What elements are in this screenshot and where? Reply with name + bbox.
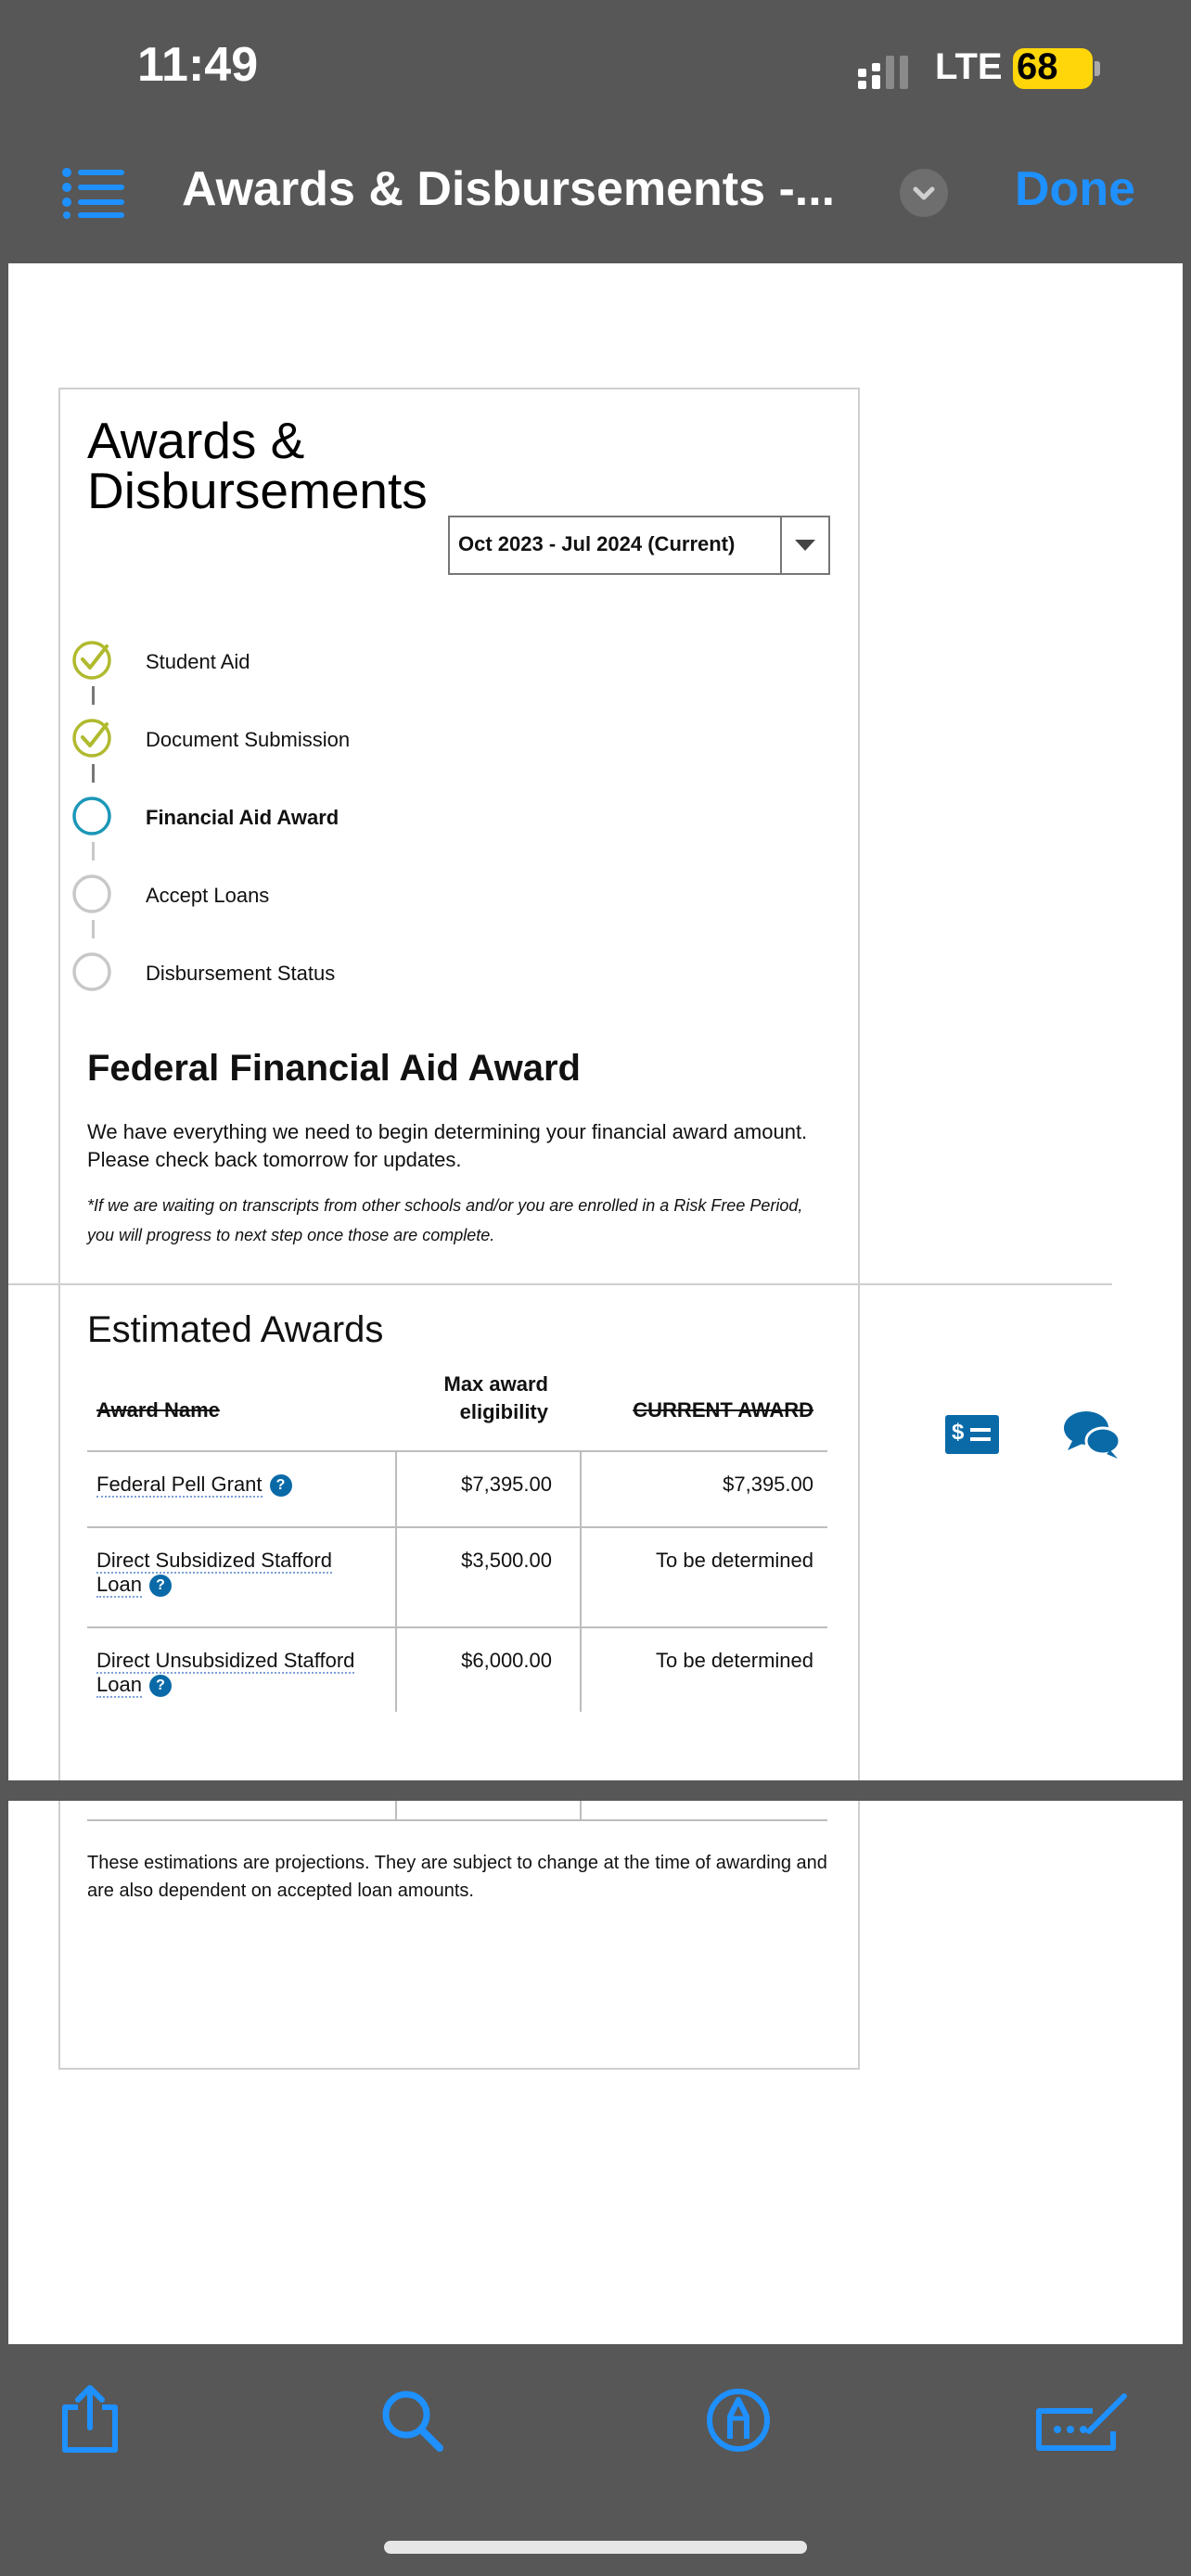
column-header-award-name: Award Name <box>96 1398 220 1422</box>
table-divider <box>87 1819 827 1821</box>
step-connector <box>92 764 95 783</box>
pdf-page-2 <box>8 1801 1183 2344</box>
estimated-awards-heading: Estimated Awards <box>87 1309 384 1350</box>
max-eligibility-value: $3,500.00 <box>461 1549 552 1572</box>
step-label: Document Submission <box>146 728 351 751</box>
help-icon[interactable]: ? <box>149 1575 172 1597</box>
table-divider <box>87 1526 827 1528</box>
help-icon[interactable]: ? <box>270 1474 292 1497</box>
current-award-value: $7,395.00 <box>723 1473 813 1496</box>
share-icon[interactable] <box>58 2383 122 2454</box>
step-label: Financial Aid Award <box>146 806 339 829</box>
chat-bubbles-icon[interactable] <box>1062 1408 1121 1460</box>
page-heading: Awards & Disbursements <box>87 412 428 519</box>
table-divider <box>87 1626 827 1628</box>
step-label: Disbursement Status <box>146 962 336 985</box>
table-column-divider <box>580 1452 582 1712</box>
federal-award-text: We have everything we need to begin determining your financial award amount. Please check back tomorrow for updates. <box>87 1120 808 1171</box>
check-circle-icon <box>71 640 112 681</box>
help-icon[interactable]: ? <box>149 1675 172 1697</box>
dollar-card-icon[interactable] <box>945 1415 999 1454</box>
select-divider <box>780 517 782 573</box>
estimation-note: These estimations are projections. They are subject to change at the time of awarding and are also dependent on accepted loan amounts. <box>87 1853 827 1901</box>
term-select-value: Oct 2023 - Jul 2024 (Current) <box>458 532 736 555</box>
current-award-value: To be determined <box>656 1549 813 1572</box>
search-icon[interactable] <box>380 2389 445 2454</box>
pdf-page-1 <box>8 263 1183 1780</box>
done-button[interactable]: Done <box>1015 162 1135 216</box>
pending-step-circle-icon <box>71 951 112 992</box>
column-header-max-eligibility: Max award eligibility <box>443 1372 548 1423</box>
list-icon[interactable] <box>61 167 126 219</box>
home-indicator[interactable] <box>384 2541 807 2554</box>
title-menu-button[interactable] <box>900 169 948 217</box>
award-name-link[interactable]: Federal Pell Grant <box>96 1473 263 1496</box>
column-header-current-award: CURRENT AWARD <box>633 1398 813 1422</box>
federal-award-note: *If we are waiting on transcripts from other schools and/or you are enrolled in a Risk Free Period, you will progress to next step once those are complete. <box>87 1196 803 1244</box>
federal-award-heading: Federal Financial Aid Award <box>87 1048 581 1089</box>
header-rule <box>8 1283 1112 1285</box>
step-connector <box>92 686 95 705</box>
max-eligibility-value: $6,000.00 <box>461 1649 552 1672</box>
award-name-link[interactable]: Direct Subsidized Stafford Loan <box>96 1549 332 1596</box>
signal-icon <box>858 56 923 89</box>
awards-card <box>58 388 860 1780</box>
table-column-divider <box>395 1452 397 1712</box>
max-eligibility-value: $7,395.00 <box>461 1473 552 1496</box>
chevron-down-icon <box>900 169 948 217</box>
signature-icon[interactable] <box>1033 2391 1130 2452</box>
network-label: LTE <box>935 46 1003 87</box>
table-column-divider <box>395 1801 397 1819</box>
check-circle-icon <box>71 718 112 759</box>
battery-tip <box>1095 61 1100 76</box>
step-connector <box>92 920 95 938</box>
current-award-value: To be determined <box>656 1649 813 1672</box>
table-row <box>96 1549 356 1597</box>
battery-level: 68 <box>1017 46 1058 87</box>
table-divider <box>87 1450 827 1452</box>
dropdown-arrow-icon <box>795 540 815 551</box>
pending-step-circle-icon <box>71 874 112 914</box>
dollar-sign: $ <box>952 1420 965 1445</box>
status-time: 11:49 <box>137 38 259 92</box>
table-column-divider <box>580 1801 582 1819</box>
markup-pen-icon[interactable] <box>705 2387 772 2454</box>
awards-card-continued <box>58 1801 860 2070</box>
step-connector <box>92 842 95 861</box>
term-select[interactable] <box>448 516 830 575</box>
table-row <box>96 1649 375 1697</box>
step-label: Accept Loans <box>146 884 270 907</box>
table-row <box>96 1473 384 1497</box>
step-label: Student Aid <box>146 650 250 673</box>
current-step-circle-icon <box>71 796 112 836</box>
document-title: Awards & Disbursements -... <box>182 162 836 216</box>
award-name-link[interactable]: Direct Unsubsidized Stafford Loan <box>96 1649 355 1696</box>
